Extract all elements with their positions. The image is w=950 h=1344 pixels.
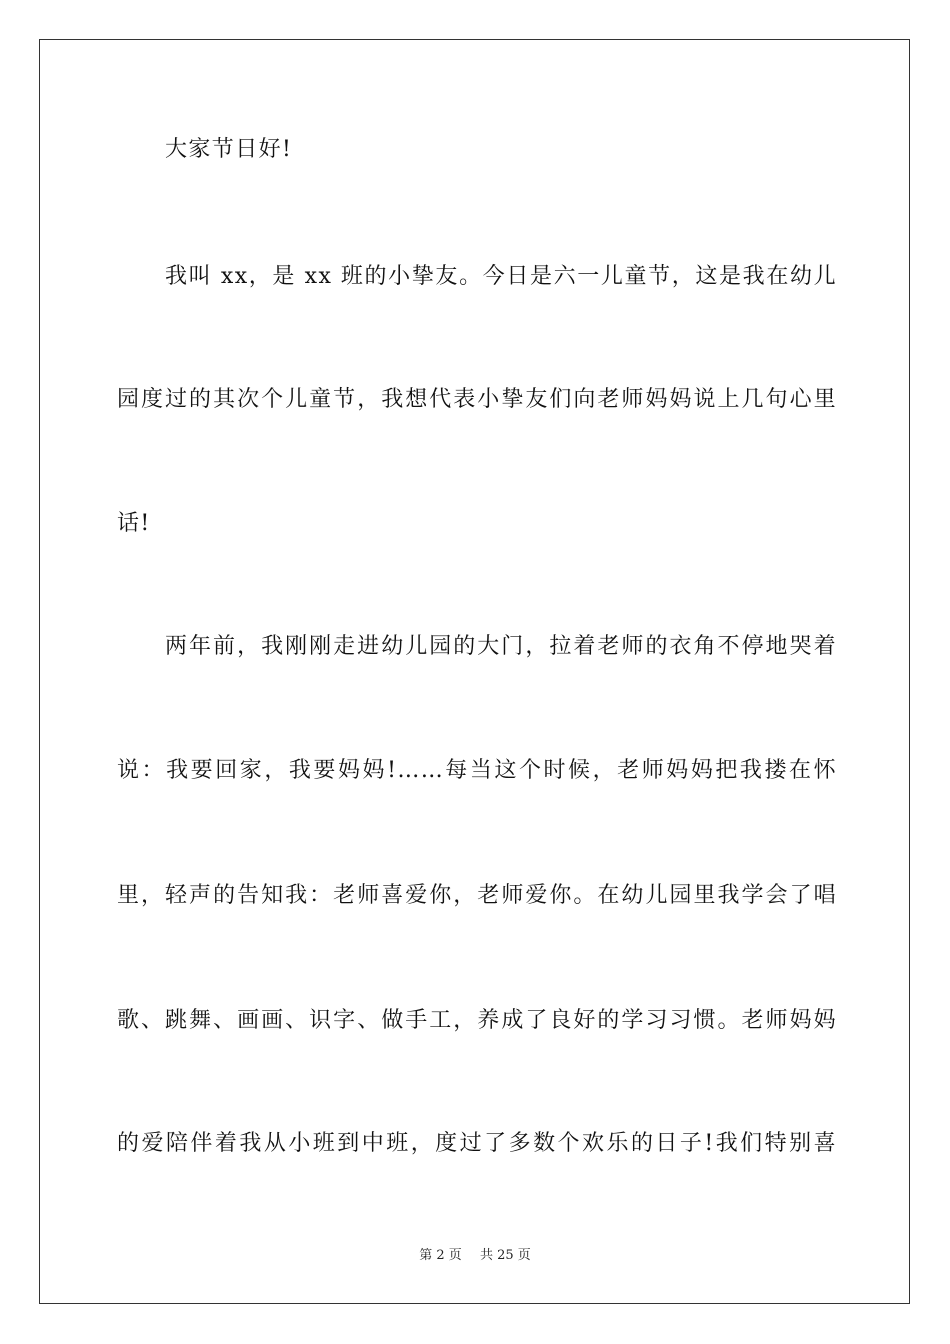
paragraph-line: 我叫 xx，是 xx 班的小挚友。今日是六一儿童节，这是我在幼儿 bbox=[165, 264, 837, 289]
paragraph-line: 歌、跳舞、画画、识字、做手工，养成了良好的学习习惯。老师妈妈 bbox=[117, 1008, 837, 1033]
page-total: 共 25 页 bbox=[479, 1248, 531, 1263]
page-number: 第 2 页 bbox=[419, 1248, 462, 1263]
page-footer bbox=[0, 1247, 950, 1265]
paragraph-line: 的爱陪伴着我从小班到中班，度过了多数个欢乐的日子!我们特别喜 bbox=[117, 1131, 837, 1156]
paragraph-line: 里，轻声的告知我：老师喜爱你，老师爱你。在幼儿园里我学会了唱 bbox=[117, 883, 837, 908]
paragraph-line: 话! bbox=[117, 511, 151, 536]
paragraph-line: 园度过的其次个儿童节，我想代表小挚友们向老师妈妈说上几句心里 bbox=[117, 387, 837, 412]
page-frame bbox=[39, 39, 910, 1304]
paragraph-line: 两年前，我刚刚走进幼儿园的大门，拉着老师的衣角不停地哭着 bbox=[165, 634, 837, 659]
greeting-line: 大家节日好! bbox=[165, 137, 293, 162]
paragraph-line: 说：我要回家，我要妈妈!……每当这个时候，老师妈妈把我搂在怀 bbox=[117, 758, 837, 783]
